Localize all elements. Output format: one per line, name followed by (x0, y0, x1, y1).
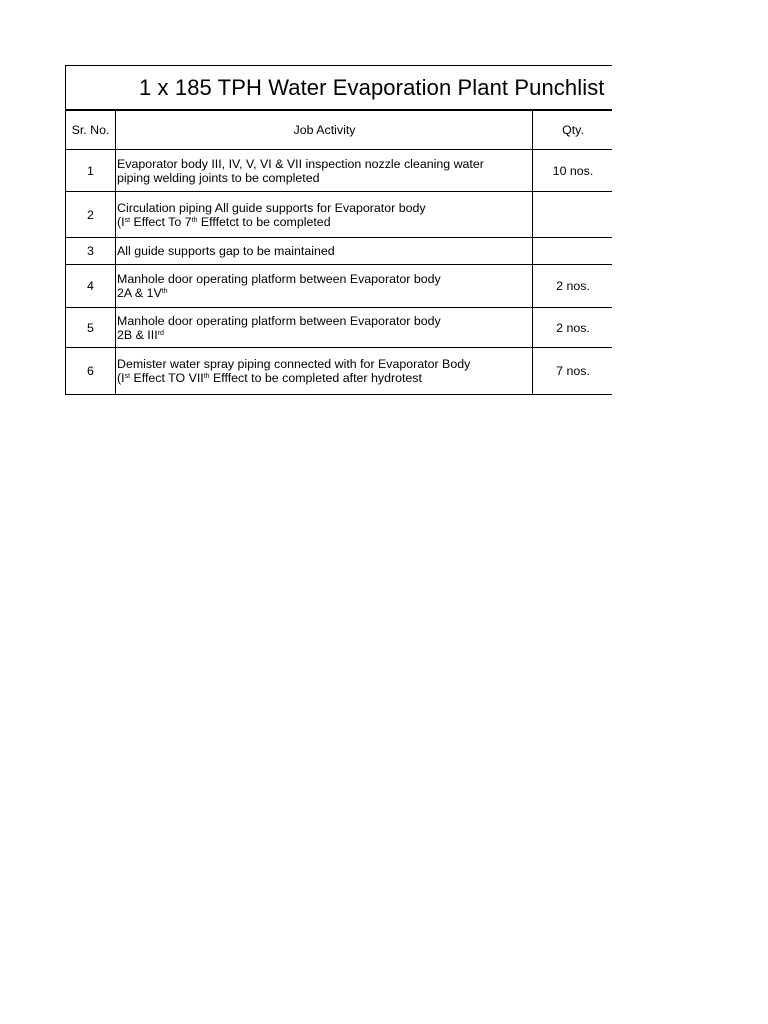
job-activity-cell (116, 308, 533, 348)
header-qty: Qty. (533, 111, 613, 150)
job-line-2 (117, 328, 164, 342)
job-activity-cell (116, 150, 533, 192)
table-row (66, 265, 613, 308)
job-text: 2B & III (117, 327, 158, 342)
job-line-2 (117, 215, 331, 229)
superscript: th (203, 373, 210, 380)
sr-no-cell: 4 (66, 265, 116, 308)
job-activity-cell (116, 192, 533, 238)
job-text: (I (117, 371, 125, 385)
sr-no-cell: 3 (66, 238, 116, 265)
table-row (66, 192, 613, 238)
table-row (66, 150, 613, 192)
job-activity-cell (116, 265, 533, 308)
job-activity-cell (116, 238, 533, 265)
superscript: th (161, 288, 168, 295)
qty-cell: 2 nos. (533, 265, 613, 308)
job-line-2 (117, 371, 422, 385)
title-row (65, 65, 612, 110)
page-title: 1 x 185 TPH Water Evaporation Plant Punchlist (139, 75, 605, 100)
header-job-activity: Job Activity (116, 111, 533, 150)
header-sr-no: Sr. No. (66, 111, 116, 150)
job-text: Efffect to be completed after hydrotest (209, 371, 422, 385)
job-activity-cell (116, 348, 533, 395)
qty-cell: 2 nos. (533, 308, 613, 348)
job-line-1: Demister water spray piping connected with for Evaporator Body (117, 357, 471, 371)
table-row (66, 308, 613, 348)
job-text: Effect To 7 (130, 214, 192, 229)
qty-cell (533, 192, 613, 238)
job-text: (I (117, 214, 125, 229)
sr-no-cell: 1 (66, 150, 116, 192)
superscript: st (124, 216, 131, 224)
job-line-1: Evaporator body III, IV, V, VI & VII inspection nozzle cleaning water (117, 156, 484, 171)
superscript: st (124, 373, 131, 380)
qty-cell: 10 nos. (533, 150, 613, 192)
job-line-2 (117, 286, 168, 300)
job-line-2: piping welding joints to be completed (117, 170, 320, 185)
job-line-1: Manhole door operating platform between Evaporator body (117, 313, 441, 328)
job-line-1: Circulation piping All guide supports for Evaporator body (117, 200, 426, 215)
qty-cell: 7 nos. (533, 348, 613, 395)
table-row (66, 348, 613, 395)
sr-no-cell: 5 (66, 308, 116, 348)
job-text: Efffetct to be completed (197, 214, 331, 229)
qty-cell (533, 238, 613, 265)
punchlist-table (65, 110, 612, 395)
job-text: Effect TO VII (130, 371, 204, 385)
superscript: th (191, 216, 198, 224)
header-row (66, 111, 613, 150)
superscript: rd (157, 329, 164, 337)
sr-no-cell: 2 (66, 192, 116, 238)
punchlist-sheet (65, 65, 612, 395)
sr-no-cell: 6 (66, 348, 116, 395)
job-line-1: All guide supports gap to be maintained (117, 244, 335, 258)
table-row (66, 238, 613, 265)
job-text: 2A & 1V (117, 286, 162, 300)
job-line-1: Manhole door operating platform between Evaporator body (117, 272, 441, 286)
